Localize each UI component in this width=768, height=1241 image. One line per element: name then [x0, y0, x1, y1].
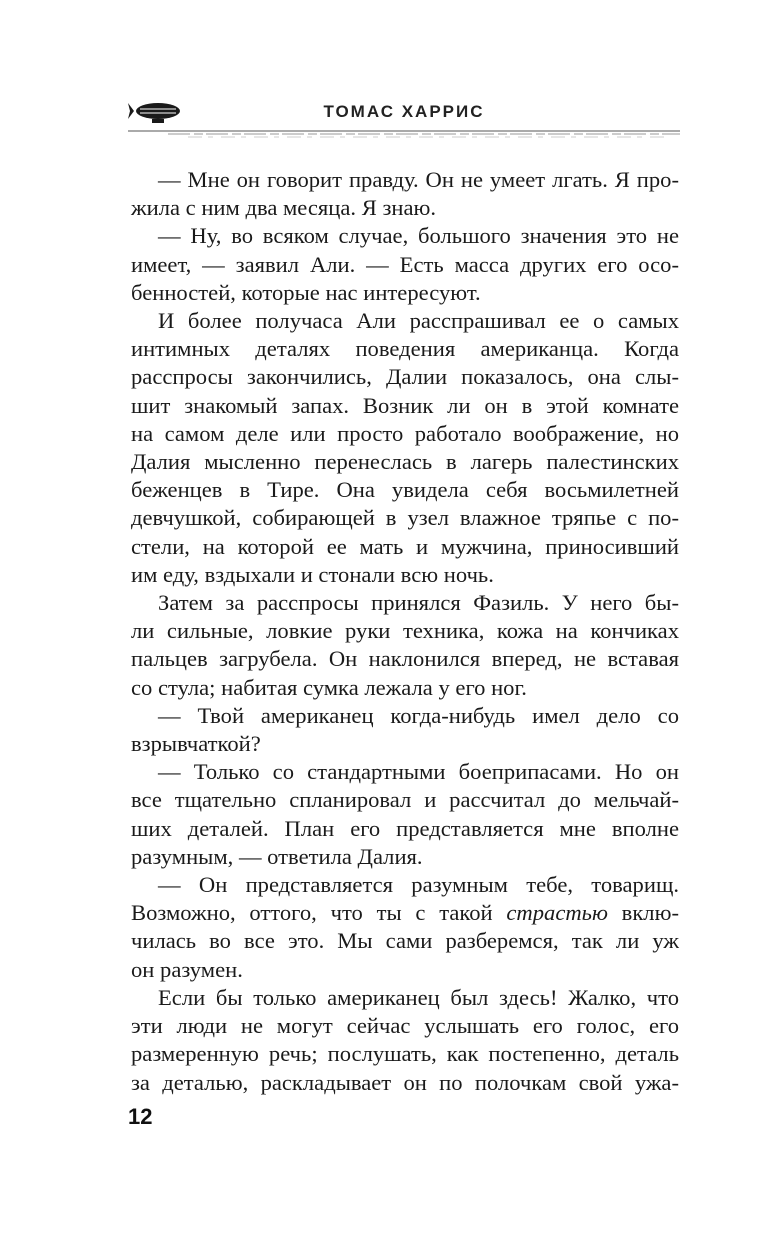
text-line: пальцев загрубела. Он наклонился вперед, не вставая [131, 646, 679, 672]
header-rule [128, 128, 680, 140]
text-line: — Ну, во всяком случае, большого значения это не [158, 223, 679, 249]
text-line: расспросы закончились, Далии показалось, она слы- [131, 364, 679, 390]
running-header [128, 98, 680, 144]
author-name: ТОМАС ХАРРИС [323, 102, 485, 121]
text-line: чилась во все это. Мы сами разберемся, так ли уж [131, 928, 679, 954]
text-line: Если бы только американец был здесь! Жалко, что [158, 984, 679, 1010]
text-line: на самом деле или просто работало воображение, но [131, 420, 679, 446]
text-line: ших деталей. План его представляется мне вполне [131, 815, 679, 841]
text-line: девчушкой, собирающей в узел влажное тряпье с по- [131, 505, 679, 531]
text-line: — Мне он говорит правду. Он не умеет лгать. Я про- [158, 167, 679, 192]
text-line: он разумен. [131, 956, 243, 982]
text-line: ли сильные, ловкие руки техника, кожа на кончиках [131, 618, 679, 644]
text-line: за деталью, раскладывает он по полочкам свой ужа- [131, 1069, 679, 1095]
text-line: И более получаса Али расспрашивал ее о самых [158, 308, 679, 334]
text-line: жила с ним два месяца. Я знаю. [131, 195, 437, 221]
emphasized-word: страстью [506, 900, 608, 926]
text-line: эти люди не могут сейчас услышать его голос, его [131, 1013, 679, 1039]
text-line: им еду, вздыхали и стонали всю ночь. [131, 561, 494, 587]
text-line: Далия мысленно перенеслась в лагерь палестинских [131, 449, 679, 475]
text-line: беженцев в Тире. Она увидела себя восьмилетней [131, 477, 679, 503]
text-line: бенностей, которые нас интересуют. [131, 279, 481, 305]
text-line: размеренную речь; послушать, как постепенно, деталь [131, 1041, 679, 1067]
text-line: стели, на которой ее мать и мужчина, приносивший [131, 533, 679, 559]
text-line: имеет, — заявил Али. — Есть масса других его осо- [131, 251, 679, 277]
text-line: со стула; набитая сумка лежала у его ног. [131, 674, 527, 700]
page-body [131, 166, 679, 1097]
text-segment: Возможно, оттого, что ты с такой [131, 900, 507, 926]
text-line: шит знакомый запах. Возник ли он в этой комнате [131, 392, 679, 418]
text-line: Затем за расспросы принялся Фазиль. У него бы- [158, 590, 679, 616]
page-number: 12 [128, 1104, 153, 1129]
text-line: — Он представляется разумным тебе, товарищ. [158, 872, 679, 898]
text-line: разумным, — ответила Далия. [131, 843, 423, 869]
text-line: все тщательно спланировал и рассчитал до мельчай- [131, 787, 679, 813]
text-line: — Твой американец когда-нибудь имел дело со [158, 702, 679, 728]
text-line [131, 899, 679, 927]
text-line: — Только со стандартными боеприпасами. Но он [158, 759, 679, 785]
text-line: взрывчаткой? [131, 731, 261, 757]
text-segment: вклю- [607, 900, 679, 926]
text-line: интимных деталях поведения американца. Когда [131, 336, 679, 362]
